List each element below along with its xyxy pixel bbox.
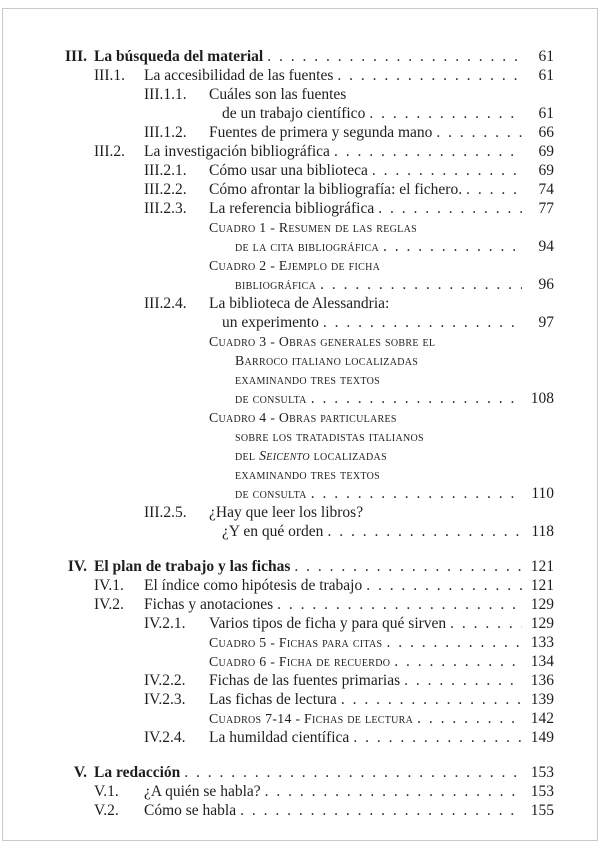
toc-row — [3, 256, 554, 275]
toc-entry-title: Cuadro 5 - Fichas para citas — [209, 635, 383, 650]
toc-entry-page: 74 — [538, 181, 554, 198]
toc-entry-title: ¿Y en qué orden — [222, 523, 324, 540]
toc-entry-title: ¿Hay que leer los libros? — [209, 504, 364, 521]
toc-entry-title: Cuadro 6 - Ficha de recuerdo — [209, 654, 391, 669]
toc-entry-page: 61 — [538, 105, 554, 122]
toc-entry-page: 121 — [530, 558, 554, 575]
toc-entry-title: examinando tres textos — [235, 467, 380, 482]
toc-entry-title: Cuadro 2 - Ejemplo de ficha — [209, 258, 381, 273]
dot-leader — [366, 576, 522, 595]
toc-entry-page: 69 — [538, 143, 554, 160]
dot-leader — [265, 782, 522, 801]
toc-row — [3, 782, 554, 801]
toc-entry-title: La biblioteca de Alessandria: — [209, 295, 390, 312]
dot-leader — [378, 199, 522, 218]
toc-entry-page: 129 — [530, 615, 554, 632]
toc-entry-title: Cómo usar una biblioteca — [209, 162, 368, 179]
toc-row — [3, 763, 554, 782]
toc-row — [3, 557, 554, 576]
toc-entry-number: III.2.2. — [144, 181, 187, 198]
toc-row — [3, 614, 554, 633]
toc-entry-number: IV.2. — [94, 596, 124, 613]
toc-row — [3, 142, 554, 161]
dot-leader — [320, 275, 522, 294]
toc-entry-page: 136 — [530, 672, 554, 689]
toc-row — [3, 104, 554, 123]
toc-entry-title: Las fichas de lectura — [209, 691, 337, 708]
toc-entry-title: del Seicento localizadas — [235, 448, 387, 463]
toc-entry-page: 133 — [530, 634, 554, 651]
dot-leader — [184, 763, 522, 782]
toc-entry-title: La accesibilidad de las fuentes — [144, 67, 334, 84]
toc-row — [3, 47, 554, 66]
dot-leader — [450, 614, 522, 633]
toc-entry-number: III.2. — [94, 143, 125, 160]
toc-entry-title: de un trabajo científico — [222, 105, 366, 122]
toc-row — [3, 728, 554, 747]
toc-row — [3, 484, 554, 503]
toc-entry-number: IV.1. — [94, 577, 124, 594]
toc-row — [3, 671, 554, 690]
toc-entry-title: Barroco italiano localizadas — [235, 353, 419, 368]
toc-entry-number: IV.2.2. — [144, 672, 186, 689]
toc-entry-title: de consulta — [235, 486, 307, 501]
italic-text: Seicento — [259, 448, 310, 463]
toc-entry-title: Fuentes de primera y segunda mano — [209, 124, 433, 141]
toc-row — [3, 275, 554, 294]
dot-leader — [334, 142, 522, 161]
toc-row — [3, 652, 554, 671]
toc-entry-number: III. — [65, 48, 87, 65]
toc-row — [3, 237, 554, 256]
toc-entry-title: Cuáles son las fuentes — [209, 86, 347, 103]
toc-entry-title: Cuadros 7-14 - Fichas de lectura — [209, 711, 414, 726]
dot-leader — [240, 801, 522, 820]
toc-entry-number: IV.2.1. — [144, 615, 186, 632]
table-of-contents — [3, 9, 597, 820]
toc-entry-page: 110 — [531, 485, 554, 502]
toc-row — [3, 218, 554, 237]
toc-entry-title: un experimento — [222, 314, 319, 331]
dot-leader — [327, 522, 522, 541]
dot-leader — [323, 313, 522, 332]
dot-leader — [277, 595, 522, 614]
toc-entry-page: 77 — [538, 200, 554, 217]
toc-row — [3, 576, 554, 595]
toc-row — [3, 503, 554, 522]
toc-entry-page: 139 — [530, 691, 554, 708]
dot-leader — [369, 104, 522, 123]
toc-row — [3, 522, 554, 541]
toc-entry-title: Fichas y anotaciones — [144, 596, 274, 613]
dot-leader — [417, 709, 522, 728]
toc-entry-page: 142 — [530, 710, 554, 727]
toc-entry-page: 121 — [530, 577, 554, 594]
toc-entry-title: ¿A quién se habla? — [144, 783, 261, 800]
toc-entry-page: 96 — [538, 276, 554, 293]
toc-row — [3, 709, 554, 728]
toc-row — [3, 332, 554, 351]
toc-entry-title: examinando tres textos — [235, 372, 380, 387]
toc-entry-title: La investigación bibliográfica — [144, 143, 330, 160]
toc-row — [3, 370, 554, 389]
toc-row — [3, 85, 554, 104]
toc-entry-number: V. — [73, 764, 87, 781]
dot-leader — [383, 237, 522, 256]
toc-entry-page: 66 — [538, 124, 554, 141]
toc-entry-title: de consulta — [235, 391, 307, 406]
dot-leader — [466, 180, 522, 199]
toc-entry-page: 97 — [538, 314, 554, 331]
toc-entry-title: Varios tipos de ficha y para qué sirven — [209, 615, 447, 632]
toc-entry-page: 134 — [530, 653, 554, 670]
toc-row — [3, 446, 554, 465]
toc-entry-title: Cuadro 3 - Obras generales sobre el — [209, 334, 436, 349]
toc-row — [3, 66, 554, 85]
toc-entry-number: III.1. — [94, 67, 125, 84]
toc-entry-page: 108 — [530, 390, 554, 407]
toc-row — [3, 801, 554, 820]
toc-entry-title: Cuadro 1 - Resumen de las reglas — [209, 220, 417, 235]
toc-entry-number: III.2.4. — [144, 295, 187, 312]
toc-entry-number: III.2.1. — [144, 162, 187, 179]
dot-leader — [372, 161, 522, 180]
dot-leader — [341, 690, 522, 709]
toc-entry-number: IV.2.3. — [144, 691, 186, 708]
dot-leader — [394, 652, 522, 671]
toc-entry-title: La referencia bibliográfica — [209, 200, 375, 217]
toc-entry-title: de la cita bibliográfica — [235, 239, 379, 254]
toc-row — [3, 427, 554, 446]
toc-entry-page: 61 — [538, 67, 554, 84]
toc-entry-title: El plan de trabajo y las fichas — [94, 558, 291, 575]
toc-entry-title: La búsqueda del material — [94, 48, 264, 65]
toc-row — [3, 633, 554, 652]
toc-entry-title: La redacción — [94, 764, 181, 781]
toc-entry-title: Cómo se habla — [144, 802, 237, 819]
toc-entry-title: El índice como hipótesis de trabajo — [144, 577, 363, 594]
toc-entry-number: V.2. — [94, 802, 119, 819]
toc-row — [3, 180, 554, 199]
toc-row — [3, 595, 554, 614]
toc-entry-title: bibliográfica — [235, 277, 317, 292]
toc-row — [3, 161, 554, 180]
dot-leader — [386, 633, 522, 652]
toc-entry-title: La humildad científica — [209, 729, 350, 746]
toc-entry-page: 94 — [538, 238, 554, 255]
dot-leader — [353, 728, 522, 747]
toc-entry-page: 69 — [538, 162, 554, 179]
toc-entry-number: III.2.5. — [144, 504, 187, 521]
toc-row — [3, 199, 554, 218]
toc-row — [3, 389, 554, 408]
page-frame — [2, 8, 598, 841]
toc-entry-page: 149 — [530, 729, 554, 746]
toc-row — [3, 313, 554, 332]
toc-row — [3, 351, 554, 370]
toc-entry-page: 153 — [530, 764, 554, 781]
toc-entry-page: 118 — [531, 523, 554, 540]
dot-leader — [337, 66, 522, 85]
toc-row — [3, 408, 554, 427]
toc-entry-title: Cómo afrontar la bibliografía: el fichero. — [209, 181, 463, 198]
toc-entry-page: 61 — [538, 48, 554, 65]
dot-leader — [311, 484, 522, 503]
toc-entry-page: 153 — [530, 783, 554, 800]
toc-row — [3, 123, 554, 142]
toc-entry-number: III.2.3. — [144, 200, 187, 217]
toc-entry-title: sobre los tratadistas italianos — [235, 429, 424, 444]
toc-entry-number: IV. — [67, 558, 87, 575]
dot-leader — [294, 557, 522, 576]
dot-leader — [267, 47, 522, 66]
dot-leader — [311, 389, 522, 408]
dot-leader — [404, 671, 522, 690]
dot-leader — [436, 123, 522, 142]
toc-entry-page: 129 — [530, 596, 554, 613]
toc-entry-title: Fichas de las fuentes primarias — [209, 672, 401, 689]
toc-entry-number: V.1. — [94, 783, 119, 800]
toc-entry-number: IV.2.4. — [144, 729, 186, 746]
toc-entry-number: III.1.1. — [144, 86, 187, 103]
toc-entry-page: 155 — [530, 802, 554, 819]
toc-entry-title: Cuadro 4 - Obras particulares — [209, 410, 397, 425]
toc-row — [3, 294, 554, 313]
toc-row — [3, 690, 554, 709]
toc-row — [3, 465, 554, 484]
toc-entry-number: III.1.2. — [144, 124, 187, 141]
